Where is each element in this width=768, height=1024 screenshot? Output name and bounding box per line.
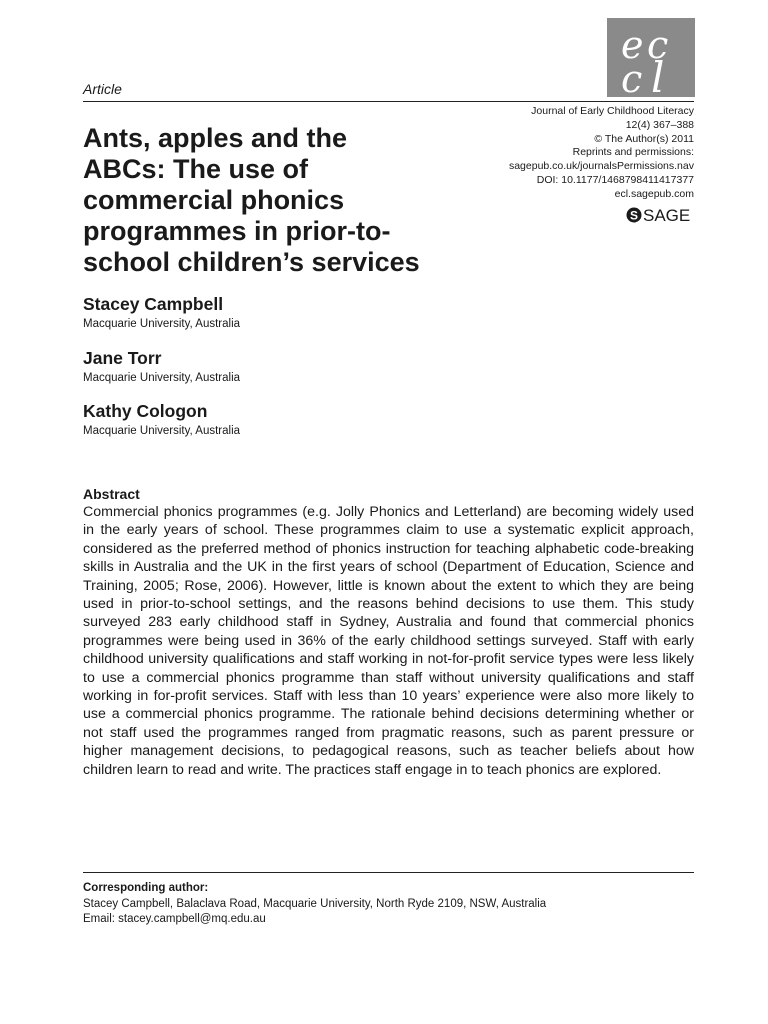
author-affiliation: Macquarie University, Australia (83, 318, 241, 330)
journal-site-link[interactable]: ecl.sagepub.com (614, 187, 694, 200)
title-line: ABCs: The use of (83, 154, 309, 184)
doi-text[interactable]: DOI: 10.1177/1468798411417377 (536, 173, 694, 186)
corresponding-author-label: Corresponding author: (83, 882, 209, 894)
footnote-divider (83, 872, 694, 873)
article-type-label: Article (83, 81, 122, 97)
svg-text:c: c (647, 23, 669, 67)
title-line: programmes in prior-to- (83, 216, 391, 246)
header-divider (83, 101, 694, 102)
permissions-link[interactable]: sagepub.co.uk/journalsPermissions.nav (508, 160, 694, 173)
title-line: commercial phonics (83, 185, 345, 215)
sage-publisher-logo (626, 205, 694, 225)
corresponding-author-address: Stacey Campbell, Balaclava Road, Macquarie University, North Ryde 2109, NSW, Australia (83, 898, 547, 910)
abstract-heading: Abstract (83, 486, 140, 502)
copyright-notice: © The Author(s) 2011 (594, 132, 694, 145)
title-line: school children’s services (83, 247, 420, 277)
article-title (83, 123, 483, 278)
publisher-name: SAGE (643, 206, 691, 225)
journal-name: Journal of Early Childhood Literacy (531, 105, 694, 117)
reprints-label: Reprints and permissions: (572, 146, 694, 159)
svg-text:c: c (621, 57, 643, 97)
journal-volume: 12(4) 367–388 (625, 118, 694, 131)
author-name: Jane Torr (83, 348, 162, 368)
journal-info (464, 105, 694, 202)
corresponding-author-email[interactable]: Email: stacey.campbell@mq.edu.au (83, 913, 266, 925)
author-name: Stacey Campbell (83, 294, 224, 314)
abstract-text: Commercial phonics programmes (e.g. Jolly Phonics and Letterland) are becoming widely used in the early years of school. These programmes claim to use a systematic explicit approach, considered as the preferred method of phonics instruction for teaching alphabetic code-breaking skills in Australia and the UK in the first years of school (Department of Education, Science and Training, 2005; Rose, 2006). However, little is known about the extent to which they are being used in prior-to-school settings, and the reasons behind decisions to use them. This study surveyed 283 early childhood staff in Sydney, Australia and found that commercial phonics programmes were being used in 36% of the early childhood settings surveyed. Staff with early childhood university qualifications and staff working in not-for-profit service types were less likely to use a commercial phonics programme than staff without university qualifications and staff working in for-profit services. Staff with less than 10 years’ experience were also more likely to use a commercial phonics programme. The rationale behind decisions determining whether or not staff used the programmes ranged from pragmatic reasons, such as parent pressure or higher management decisions, to pedagogical reasons, such as teacher beliefs about how children learn to read and write. The practices staff engage in to teach phonics are explored. (83, 504, 694, 778)
svg-text:l: l (651, 53, 665, 97)
svg-text:e: e (621, 23, 644, 67)
author-name: Kathy Cologon (83, 401, 208, 421)
title-line: Ants, apples and the (83, 123, 348, 153)
ecl-journal-logo (607, 18, 695, 97)
svg-text:S: S (629, 208, 639, 223)
author-affiliation: Macquarie University, Australia (83, 372, 241, 384)
author-affiliation: Macquarie University, Australia (83, 425, 241, 437)
